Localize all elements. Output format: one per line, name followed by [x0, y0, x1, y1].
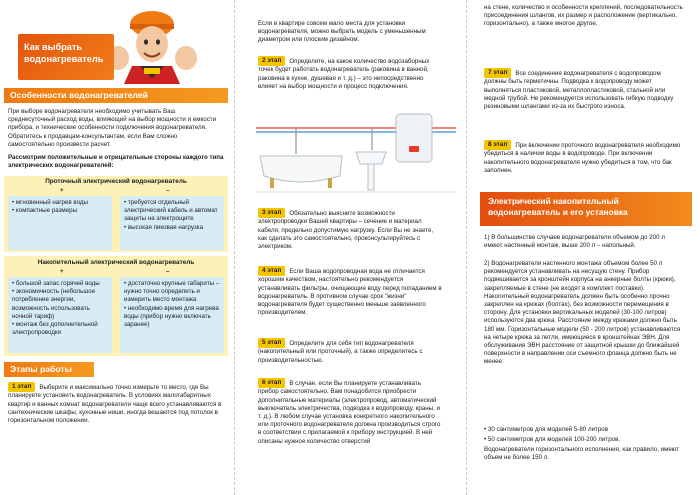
stage5-tag: 5 этап [258, 338, 285, 348]
flow-plus-label: + [60, 187, 64, 194]
fold-line-1 [234, 0, 235, 495]
storage-heater-title: Накопительный электрический водонагреватель [37, 259, 195, 266]
storage-con-2: • необходимо время для нагрева воды (прибор нужно включать заранее) [124, 304, 219, 328]
flow-pros-box [8, 196, 112, 250]
installation-banner [480, 192, 692, 226]
storage-minus-label: – [166, 268, 170, 275]
features-title [4, 88, 228, 103]
stage4-text: Если Ваша водопроводная вода не отличается хорошим качеством, настоятельно рекомендуется устанавливать фильтры, очищающие воду перед попаданием в водонагреватель. В противном случае срок "жизни" водонагревателя будет существенно меньше заявленного производителем. [258, 267, 442, 317]
pros-cons-title: Рассмотрим положительные и отрицательные стороны каждого типа электрических водонагревателей: [8, 154, 224, 170]
storage-con-1: • достаточно крупные габариты – нужно точно определить и измерить место монтажа [124, 280, 220, 304]
stage6-paragraph [236, 378, 464, 446]
features-title-text: Особенности водонагревателей [10, 90, 148, 100]
install-item-1: 1) В большинстве случаев водонагреватели объемом до 200 л имеют настенный монтаж, выше 200 л – напольный. [484, 234, 665, 250]
flow-heater-title: Проточный электрический водонагреватель [45, 178, 187, 185]
stage6-tag: 6 этап [258, 378, 285, 388]
flow-minus-label: – [166, 187, 170, 194]
stage2-text: Определите, на какое количество водозаборных точек будет работать водонагреватель (раковина в ванной, раковина в кухне, душевая и т. д.) – это непосредственно влияет на выбор мощности и процесс подключения. [258, 57, 430, 90]
stage5-text: Определите для себя тип водонагревателя (накопительный или проточный), а также определитесь с производительностью. [258, 339, 423, 364]
storage-pro-2: • экономичность (небольшое потребление энергии, возможность использовать ночной тариф) [12, 288, 96, 320]
stage7-text: Все соединения водонагревателя с водопроводом должны быть герметичны. Подводка к водопроводу может выполняться пластиковой, металлопластиковой, стальной или медной трубой. Не рекомендуется использовать гибкую подводку резиновыми шлангами из-за их быстрого износа. [484, 69, 674, 111]
install-bullet-1: • 30 сантиметров для моделей 5-80 литров [484, 426, 609, 433]
stage3-tag: 3 этап [258, 208, 285, 218]
stage4-paragraph [236, 266, 464, 317]
plumbing-illustration [256, 104, 456, 200]
flow-cons-box [120, 196, 224, 250]
storage-pro-3: • монтаж без дополнительной электропроводки [12, 320, 98, 337]
intro-text: При выборе водонагревателя необходимо учитывать Ваш среднесуточный расход воды, влияющий на выбор мощности и емкости прибора, и технические особенности подключения водонагревателя. Обратитесь к продавцам-консультантам, если Вам сложно самостоятельно произвести расчет. [8, 108, 217, 148]
stage2-paragraph [236, 56, 464, 91]
stage7-tag: 7 этап [484, 68, 511, 78]
stage7-paragraph [468, 68, 700, 111]
flow-con-1: • требуется отдельный электрический кабель и автомат защиты на электрощите [124, 199, 218, 223]
stage8-paragraph [468, 140, 700, 175]
flow-con-2: • высокая пиковая нагрузка [124, 223, 204, 231]
flow-pro-1: • мгновенный нагрев воды [12, 199, 88, 206]
fold-line-2 [466, 0, 467, 495]
stage3-paragraph [236, 208, 464, 251]
stage6-text: В случае, если Вы планируете устанавливать прибор самостоятельно, Вам понадобится приобрести дополнительные материалы (электропровод, автоматический выключатель электричества, подводка к водопроводу, краны, и т. д.). В любом случае установка конкретного накопительного или проточного водонагревателя должна производиться строго в соответствии с прилагаемой к прибору инструкцией. В ней описаны нужное количество отверстий [258, 379, 441, 445]
stages-title-text: Этапы работы [10, 364, 72, 374]
stage3-text: Обязательно выясните возможности электропроводки Вашей квартиры – сечение и материал кабеля, предельно допустимую нагрузку. Если Вы не знаете, как сделать это самостоятельно, проконсультируйтесь с электриком. [258, 209, 434, 251]
stage2-tag: 2 этап [258, 56, 285, 66]
storage-cons-box [120, 277, 224, 353]
install-bullet-2: • 50 сантиметров для моделей 100-200 литров. [484, 436, 621, 443]
column-1 [0, 0, 232, 495]
column-3 [468, 0, 700, 495]
stages-title [4, 362, 94, 377]
col3-continued-text: на стене, количество и особенности креплений, последовательность присоединения шлангов, их размер и расположение (вертикально, горизонтально), а также многое другое. [484, 4, 683, 28]
flow-pro-2: • компактные размеры [12, 207, 78, 215]
installation-banner-text: Электрический накопительный водонагреватель и его установка [488, 196, 628, 217]
column-2 [236, 0, 464, 495]
stage1-text: Выберите и максимально точно измерьте то место, где Вы планируете установить водонагреватель. В условиях малогабаритных квартир и ванных комнат водонагреватели чаще всего устанавливаются в сантехнические шкафы, кухонные ниши, иногда вешаются под потолок в горизонтальном положении. [8, 383, 222, 425]
stage8-tag: 8 этап [484, 140, 511, 150]
main-title: Как выбрать водонагреватель [24, 42, 104, 64]
stage4-tag: 4 этап [258, 266, 285, 276]
storage-plus-label: + [60, 268, 64, 275]
stage8-text: При включении проточного водонагревателя необходимо убедиться в наличии воды в водопроводе. При включении накопительного водонагревателя нужно убедиться в том, что бак заполнен. [484, 141, 681, 174]
col2-continued-text: Если в квартире совсем мало места для установки водонагревателя, можно выбрать модель с уменьшенным диаметром или плоским дизайном. [258, 20, 426, 44]
storage-pros-box [8, 277, 112, 353]
stage1-paragraph [0, 382, 232, 425]
stage5-paragraph [236, 338, 464, 365]
stage1-tag: 1 этап [8, 382, 35, 392]
storage-pro-1: • большой запас горячей воды [12, 280, 100, 287]
install-item-2: 2) Водонагреватели настенного монтажа объемом более 50 л рекомендуется устанавливать на несущую стену. Прибор подвешивается за кронштейн корпуса на анкерные болты (крюки), закрепляемые в стене (не входят в комплект поставки). Накопительный водонагреватель должен быть особенно прочно закреплен на крюках (болтах), без возможности перемещения в сторону. Для установки вертикальных моделей (30-100 литров) используются два крюка. Расстояние между крюками должно быть 180 мм. Горизонтальные модели (50 - 200 литров) устанавливаются на четыре крюка за петли, имеющиеся в кронштейнах ЭВН. Для обслуживания ЭВН расстояние от защитной крышки до ближайшей поверхности в направлении оси съемного фланца должно быть не менее: [484, 260, 681, 366]
install-item-3: Водонагреватели горизонтального исполнения, как правило, имеют объем не более 150 л. [484, 446, 680, 462]
